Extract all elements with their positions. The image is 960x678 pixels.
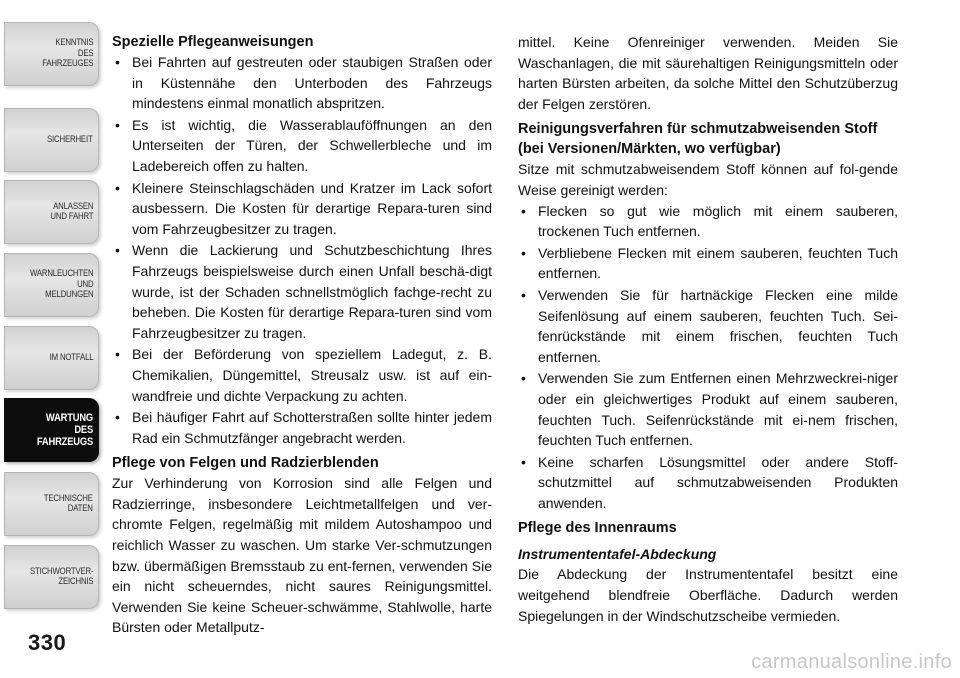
tab-wartung-des-fahrzeugs[interactable]	[4, 398, 99, 462]
paragraph: mittel. Keine Ofenreiniger verwenden. Meiden Sie Waschanlagen, die mit säurehaltigen Reinigungsmitteln oder harten Bürsten arbeiten, da solche Mittel den Schutzüberzug der Felgen zerstören.	[518, 34, 898, 112]
tab-label: WARNLEUCHTEN UND MELDUNGEN	[29, 268, 93, 301]
list-item: • Bei häufiger Fahrt auf Schotterstraßen sollte hinter jedem Rad ein Schmutzfänger angebracht werden.	[112, 407, 492, 448]
list-item: • Flecken so gut wie möglich mit einem sauberen, trockenen Tuch entfernen.	[518, 201, 898, 242]
paragraph: Zur Verhinderung von Korrosion sind alle Felgen und Radzierringe, insbesondere Leichtmetallfelgen und ver-chromte Felgen, regelmäßig mit mildem Autoshampoo und reichlich Wasser zu waschen. Um starke Ver-schmutzungen bzw. übermäßigen Bremsstaub zu ent-fernen, verwenden Sie ein nicht scheuerndes, nicht saures Reinigungsmittel. Verwenden Sie keine Scheuer-schwämme, Stahlwolle, harte Bürsten oder Metallputz-	[112, 475, 492, 636]
tab-label: WARTUNG DES FAHRZEUGS	[36, 412, 93, 448]
tab-label: SICHERHEIT	[47, 133, 93, 145]
section-heading: Spezielle Pflegeanweisungen	[112, 34, 314, 50]
list-item: • Kleinere Steinschlagschäden und Kratzer im Lack sofort ausbessern. Die Kosten für derartige Repara-turen sind vom Fahrzeugbesitzer zu tragen.	[112, 178, 492, 240]
tab-label: STICHWORTVER- ZEICHNIS	[29, 565, 93, 587]
list-item: • Verbliebene Flecken mit einem sauberen, feuchten Tuch entfernen.	[518, 243, 898, 284]
subsection-heading: Instrumententafel-Abdeckung	[518, 546, 717, 563]
paragraph: Sitze mit schmutzabweisendem Stoff können auf fol-gende Weise gereinigt werden:	[518, 161, 898, 198]
list-item: • Keine scharfen Lösungsmittel oder andere Stoff-schutzmittel auf schmutzabweisenden Produkten anwenden.	[518, 452, 898, 514]
tab-label: IM NOTFALL	[49, 351, 93, 363]
tab-label: TECHNISCHE DATEN	[43, 492, 93, 514]
section-heading: Reinigungsverfahren für schmutzabweisenden Stoff (bei Versionen/Märkten, wo verfügbar)	[518, 121, 878, 158]
page-number: 330	[28, 630, 67, 655]
cleaning-steps-list	[518, 201, 898, 514]
paragraph: Die Abdeckung der Instrumententafel besitzt eine weitgehend blendfreie Oberfläche. Dadurch werden Spiegelungen in der Windschutzscheibe vermieden.	[518, 566, 898, 624]
tab-label: ANLASSEN UND FAHRT	[50, 200, 93, 222]
watermark: carmanualsonline.info	[751, 651, 952, 673]
list-item: • Verwenden Sie zum Entfernen einen Mehrzweckrei-niger oder ein gleichwertiges Produkt auf einem sauberen, feuchten Tuch. Seifenrückstände mit ei-nem frischen, feuchten Tuch entfernen.	[518, 368, 898, 450]
tab-warnleuchten-und-meldungen[interactable]	[4, 253, 99, 317]
tab-technische-daten[interactable]	[4, 472, 99, 536]
section-heading: Pflege von Felgen und Radzierblenden	[112, 455, 379, 472]
right-column	[518, 32, 898, 626]
tab-im-notfall[interactable]	[4, 326, 99, 390]
chapter-sidebar	[0, 0, 104, 678]
list-item: • Verwenden Sie für hartnäckige Flecken eine milde Seifenlösung auf einem sauberen, feuchten Tuch. Sei-fenrückstände mit einem frischen, feuchten Tuch entfernen.	[518, 285, 898, 367]
tab-anlassen-und-fahrt[interactable]	[4, 180, 99, 244]
tab-stichwortverzeichnis[interactable]	[4, 545, 99, 609]
list-item: • Bei der Beförderung von speziellem Ladegut, z. B. Chemikalien, Düngemittel, Streusalz usw. ist auf ein-wandfreie und dichte Verpackung zu achten.	[112, 344, 492, 406]
left-column	[112, 32, 492, 638]
tab-label: KENNTNIS DES FAHRZEUGES	[41, 37, 93, 70]
care-instructions-list	[112, 52, 492, 448]
list-item: • Wenn die Lackierung und Schutzbeschichtung Ihres Fahrzeugs beispielsweise durch einen Unfall beschä-digt wurde, ist der Schaden schnellstmöglich fachge-recht zu beheben. Die Kosten für derartige Repara-turen sind vom Fahrzeugbesitzer zu tragen.	[112, 240, 492, 343]
section-heading: Pflege des Innenraums	[518, 520, 677, 537]
tab-kenntnis-des-fahrzeuges[interactable]	[4, 22, 99, 86]
tab-sicherheit[interactable]	[4, 108, 99, 172]
list-item: • Es ist wichtig, die Wasserablauföffnungen an den Unterseiten der Türen, der Schwellerbleche und im Ladebereich offen zu halten.	[112, 115, 492, 177]
list-item: • Bei Fahrten auf gestreuten oder staubigen Straßen oder in Küstennähe den Unterboden des Fahrzeugs mindestens einmal monatlich abspritzen.	[112, 52, 492, 114]
